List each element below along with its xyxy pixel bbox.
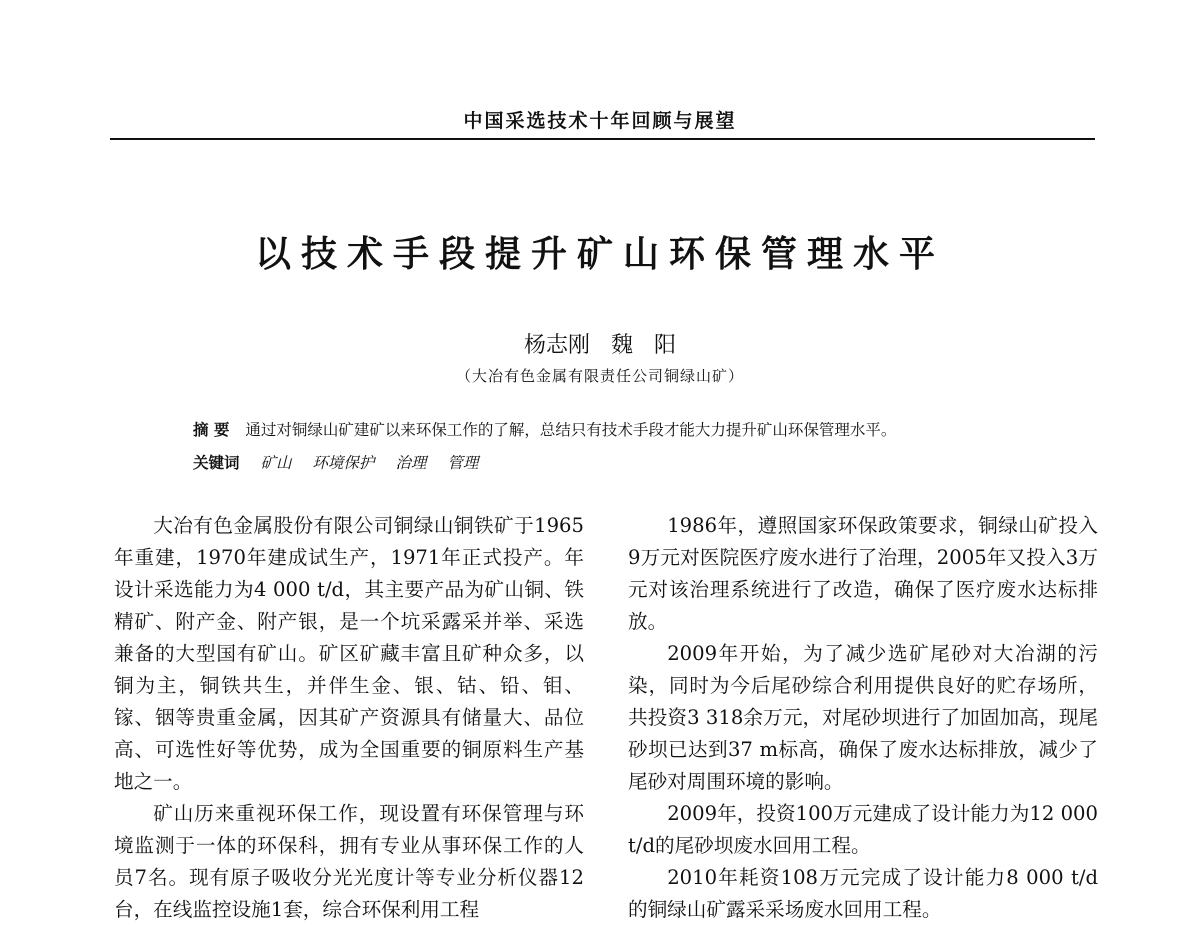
- author-affiliation: （大冶有色金属有限责任公司铜绿山矿）: [455, 367, 744, 385]
- keyword: 环境保护: [312, 454, 375, 472]
- abstract: [193, 418, 1073, 440]
- body-right-column: [628, 510, 1098, 926]
- keyword: 矿山: [260, 454, 292, 472]
- body-paragraph: 矿山历来重视环保工作，现设置有环保管理与环境监测于一体的环保科，拥有专业从事环保工作的人员7名。现有原子吸收分光光度计等专业分析仪器12台，在线监控设施1套，综合环保利用工程: [114, 802, 584, 921]
- abstract-text: 通过对铜绿山矿建矿以来环保工作的了解，总结只有技术手段才能大力提升矿山环保管理水平。: [245, 421, 897, 439]
- body-paragraph: 大冶有色金属股份有限公司铜绿山铜铁矿于1965年重建，1970年建成试生产，1971年正式投产。年设计采选能力为4 000 t/d，其主要产品为矿山铜、铁精矿、附产金、附产银，是一个坑采露采并举、采选兼备的大型国有矿山。矿区矿藏丰富且矿种众多，以铜为主，铜铁共生，并伴生金、银、钴、铅、钼、镓、铟等贵重金属，因其矿产资源具有储量大、品位高、可选性好等优势，成为全国重要的铜原料生产基地之一。: [114, 514, 584, 793]
- article-title: 以技术手段提升矿山环保管理水平: [254, 233, 945, 275]
- keyword: 治理: [395, 454, 427, 472]
- body-left-column: [114, 510, 584, 926]
- running-head: 中国采选技术十年回顾与展望: [463, 110, 737, 132]
- body-paragraph: 2009年开始，为了减少选矿尾砂对大冶湖的污染，同时为今后尾砂综合利用提供良好的贮存场所，共投资3 318余万元，对尾砂坝进行了加固加高，现尾砂坝已达到37 m标高，确保了废水达标排放，减少了尾砂对周围环境的影响。: [628, 642, 1098, 793]
- body-paragraph: 2009年，投资100万元建成了设计能力为12 000 t/d的尾砂坝废水回用工程。: [628, 802, 1098, 857]
- abstract-label: 摘 要: [193, 420, 230, 439]
- keywords: [193, 451, 1073, 473]
- keyword: 管理: [447, 454, 479, 472]
- article-authors: 杨志刚 魏 阳: [524, 333, 676, 358]
- keywords-label: 关键词: [193, 453, 240, 472]
- header-rule: [110, 138, 1095, 140]
- body-paragraph: 2010年耗资108万元完成了设计能力8 000 t/d的铜绿山矿露采采场废水回用工程。: [628, 866, 1098, 921]
- body-paragraph: 1986年，遵照国家环保政策要求，铜绿山矿投入9万元对医院医疗废水进行了治理，2005年又投入3万元对该治理系统进行了改造，确保了医疗废水达标排放。: [628, 514, 1098, 633]
